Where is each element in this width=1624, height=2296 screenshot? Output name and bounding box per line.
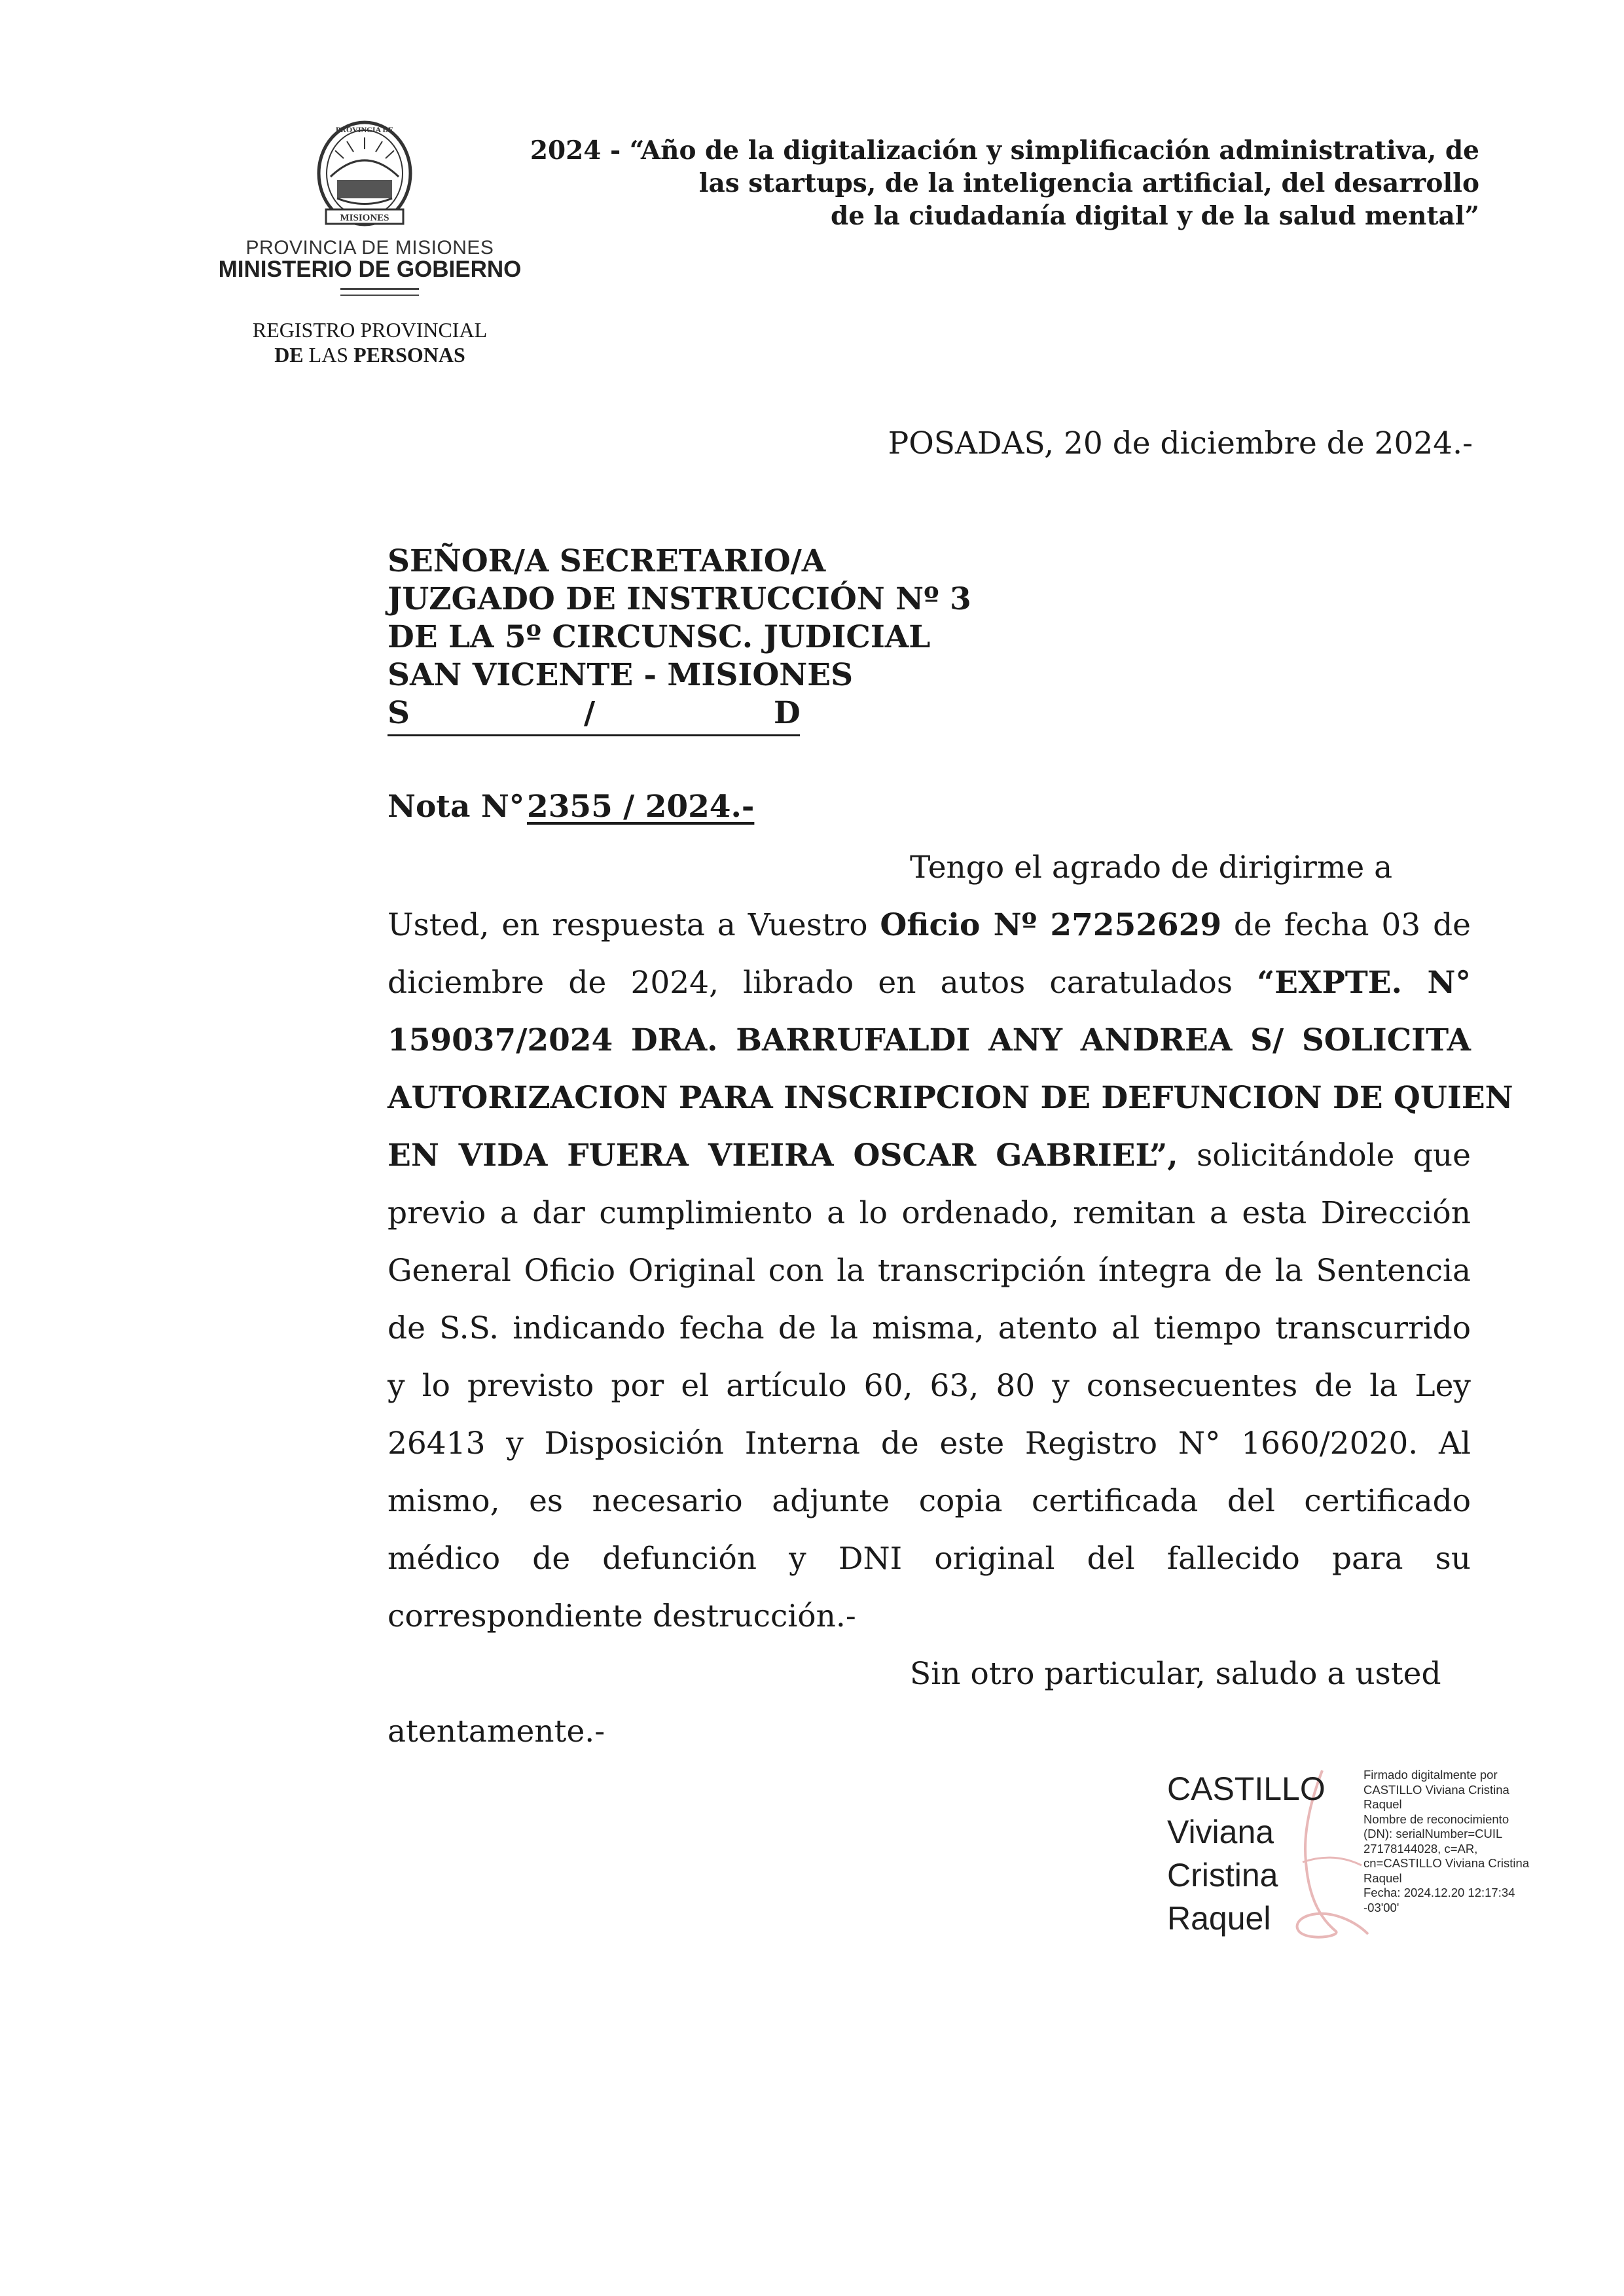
closing-line: atentamente.- [388,1713,605,1749]
body-line: mismo, es necesario adjunte copia certificada del certificado [388,1483,1471,1519]
body-line: 159037/2024 DRA. BARRUFALDI ANY ANDREA S/ SOLICITA [388,1022,1471,1058]
svg-text:PROVINCIA DE: PROVINCIA DE [335,125,394,134]
signer-name: CASTILLO Viviana Cristina Raquel [1167,1770,1326,1937]
sd-line: S / D [388,695,800,736]
province-name: PROVINCIA DE MISIONES [245,237,494,259]
addressee-line: DE LA 5º CIRCUNSC. JUDICIAL [388,619,931,655]
registry-subname: DE LAS PERSONAS [274,343,465,367]
place-date: POSADAS, 20 de diciembre de 2024.- [888,425,1473,461]
nota-number: 2355 / 2024.- [527,789,755,825]
body-line: de S.S. indicando fecha de la misma, atento al tiempo transcurrido [388,1310,1471,1346]
body-line: 26413 y Disposición Interna de este Registro N° 1660/2020. Al [388,1426,1471,1462]
digital-signature-info: Firmado digitalmente por CASTILLO Viviana Cristina Raquel Nombre de reconocimiento (DN): serialNumber=CUIL 27178144028, c=AR, cn=CASTILLO Viviana Cristina Raquel Fecha: 2024.12.20 12:17:34 -03'00' [1363,1768,1530,1914]
year-motto: 2024 - “Año de la digitalización y simplificación administrativa, de las startups, de la inteligencia artificial, del desarrollo de la ciudadanía digital y de la salud mental” [530,135,1479,231]
body-line: diciembre de 2024, librado en autos caratulados “EXPTE. N° [388,965,1471,1001]
header-divider [340,288,419,290]
addressee-line: JUZGADO DE INSTRUCCIÓN Nº 3 [388,581,971,617]
closing-line: Sin otro particular, saludo a usted [910,1656,1441,1692]
addressee-line: SEÑOR/A SECRETARIO/A [388,543,826,579]
body-line: Tengo el agrado de dirigirme a [910,850,1393,886]
body-line: correspondiente destrucción.- [388,1598,856,1634]
body-line: médico de defunción y DNI original del fallecido para su [388,1541,1471,1577]
addressee-line: SAN VICENTE - MISIONES [388,657,854,693]
body-line: y lo previsto por el artículo 60, 63, 80 y consecuentes de la Ley [388,1368,1471,1404]
header-divider [340,295,419,296]
body-line: previo a dar cumplimiento a lo ordenado, remitan a esta Dirección [388,1195,1471,1231]
body-line: General Oficio Original con la transcripción íntegra de la Sentencia [388,1253,1471,1289]
svg-text:MISIONES: MISIONES [340,213,389,223]
body-line: AUTORIZACION PARA INSCRIPCION DE DEFUNCION DE QUIEN [388,1080,1513,1116]
registry-name: REGISTRO PROVINCIAL [252,318,488,342]
coat-of-arms-logo [308,118,422,232]
body-line: EN VIDA FUERA VIEIRA OSCAR GABRIEL”, solicitándole que [388,1138,1471,1174]
body-line: Usted, en respuesta a Vuestro Oficio Nº 27252629 de fecha 03 de [388,907,1471,943]
nota-label: Nota N° [388,789,525,825]
ministry-name: MINISTERIO DE GOBIERNO [218,257,522,282]
